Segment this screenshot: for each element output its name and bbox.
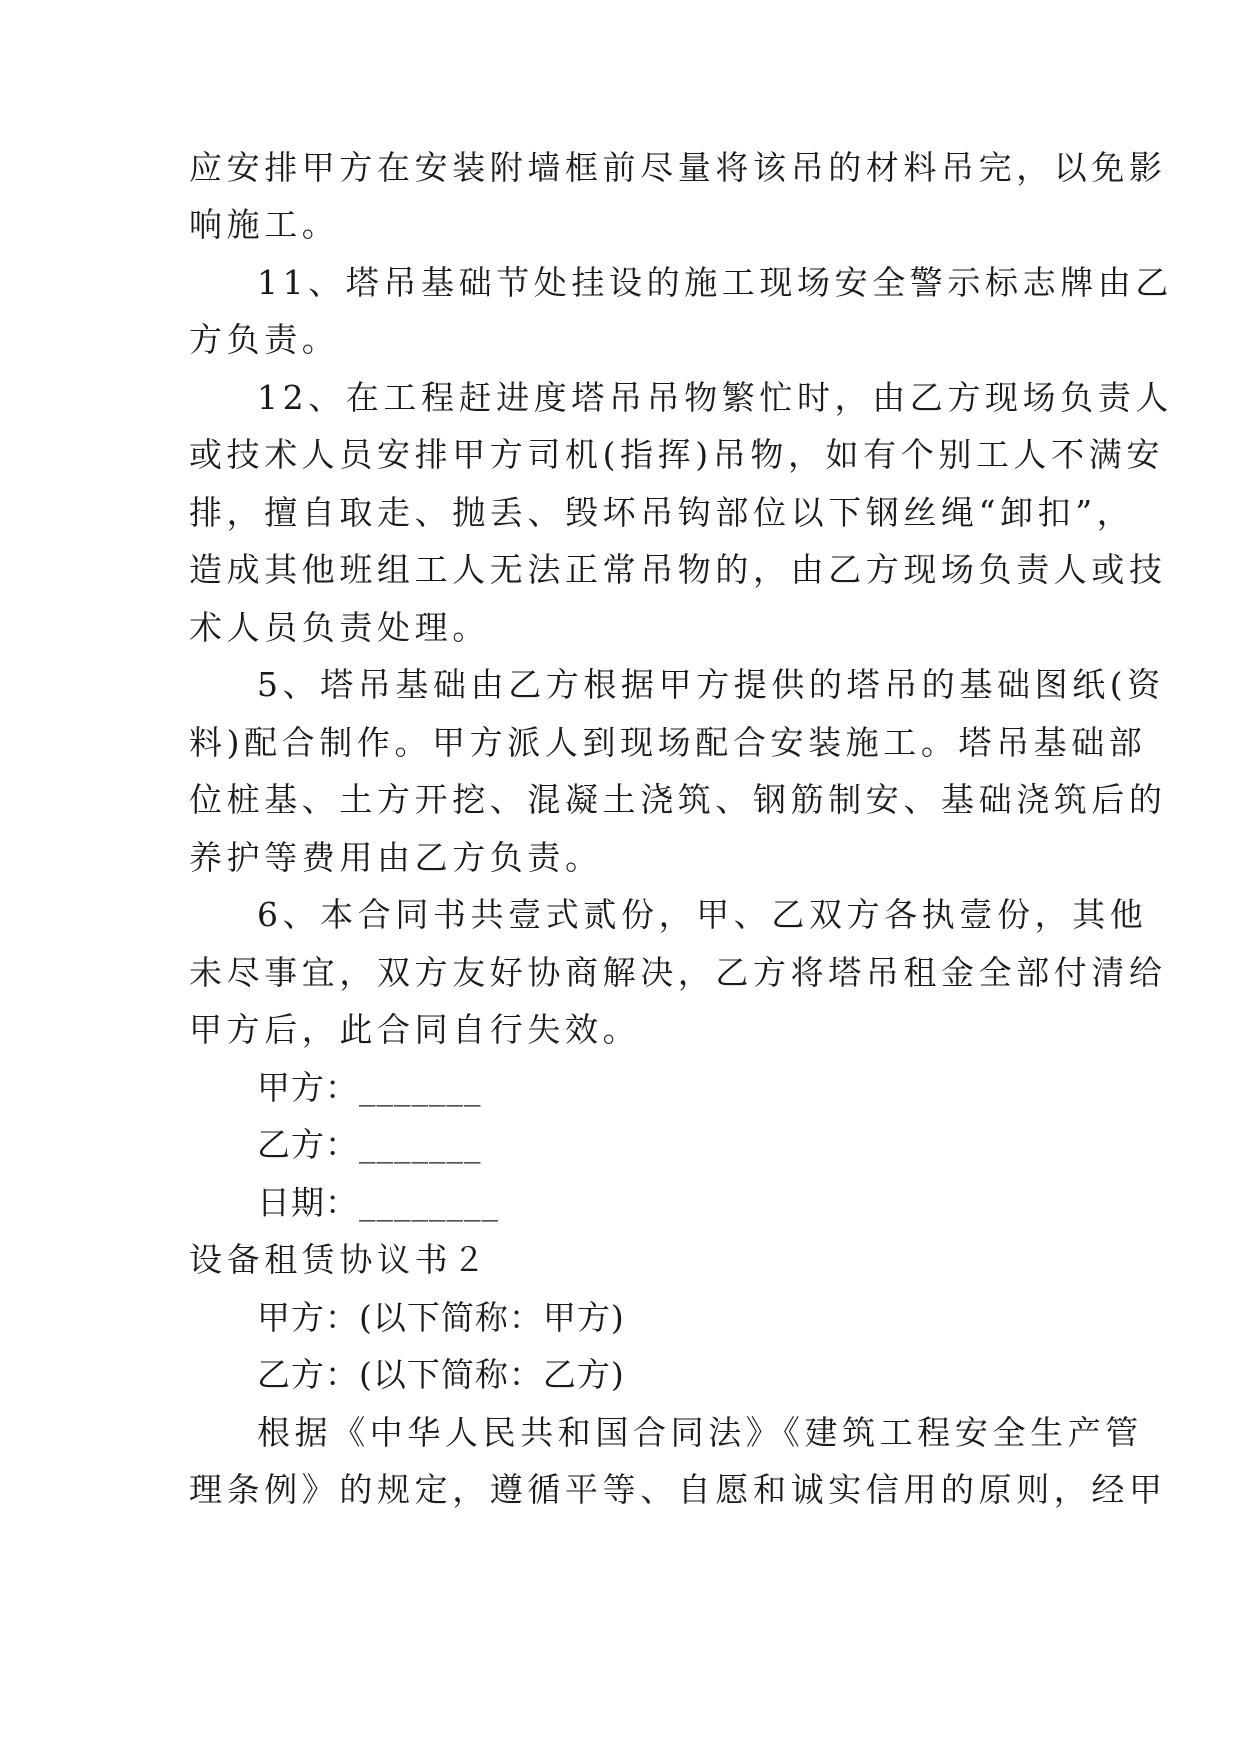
body-text-line: 位桩基、土方开挖、混凝土浇筑、钢筋制安、基础浇筑后的 <box>189 780 1167 819</box>
body-text-line: 应安排甲方在安装附墙框前尽量将该吊的材料吊完，以免影 <box>189 148 1167 187</box>
body-text-line: 造成其他班组工人无法正常吊物的，由乙方现场负责人或技 <box>189 550 1167 589</box>
body-text-line: 养护等费用由乙方负责。 <box>189 838 603 877</box>
section-title-agreement-2: 设备租赁协议书２ <box>189 1240 490 1279</box>
preamble-line: 根据《中华人民共和国合同法》《建筑工程安全生产管 <box>257 1413 1143 1452</box>
body-text-line: 方负责。 <box>189 320 340 359</box>
body-text-line: 甲方后，此合同自行失效。 <box>189 1010 641 1049</box>
clause-12-line: 12、在工程赶进度塔吊吊物繁忙时，由乙方现场负责人 <box>257 378 1173 417</box>
clause-6-line: 6、本合同书共壹式贰份，甲、乙双方各执壹份，其他 <box>257 895 1148 934</box>
party-a-line: 甲方：(以下简称：甲方) <box>257 1298 625 1337</box>
date-signature-line: 日期：________ <box>257 1183 499 1222</box>
body-text-line: 排，擅自取走、抛丢、毁坏吊钩部位以下钢丝绳“卸扣”， <box>189 493 1135 532</box>
party-b-line: 乙方：(以下简称：乙方) <box>257 1355 625 1394</box>
party-a-signature-line: 甲方：_______ <box>257 1068 482 1107</box>
body-text-line: 理条例》的规定，遵循平等、自愿和诚实信用的原则，经甲 <box>189 1470 1167 1509</box>
body-text-line: 未尽事宜，双方友好协商解决，乙方将塔吊租金全部付清给 <box>189 953 1167 992</box>
party-b-signature-line: 乙方：_______ <box>257 1125 482 1164</box>
body-text-line: 或技术人员安排甲方司机(指挥)吊物，如有个别工人不满安 <box>189 435 1164 474</box>
clause-11-line: 11、塔吊基础节处挂设的施工现场安全警示标志牌由乙 <box>257 263 1173 302</box>
body-text-line: 术人员负责处理。 <box>189 608 490 647</box>
body-text-line: 响施工。 <box>189 205 340 244</box>
body-text-line: 料)配合制作。甲方派人到现场配合安装施工。塔吊基础部 <box>189 723 1147 762</box>
clause-5-line: 5、塔吊基础由乙方根据甲方提供的塔吊的基础图纸(资 <box>257 665 1165 704</box>
